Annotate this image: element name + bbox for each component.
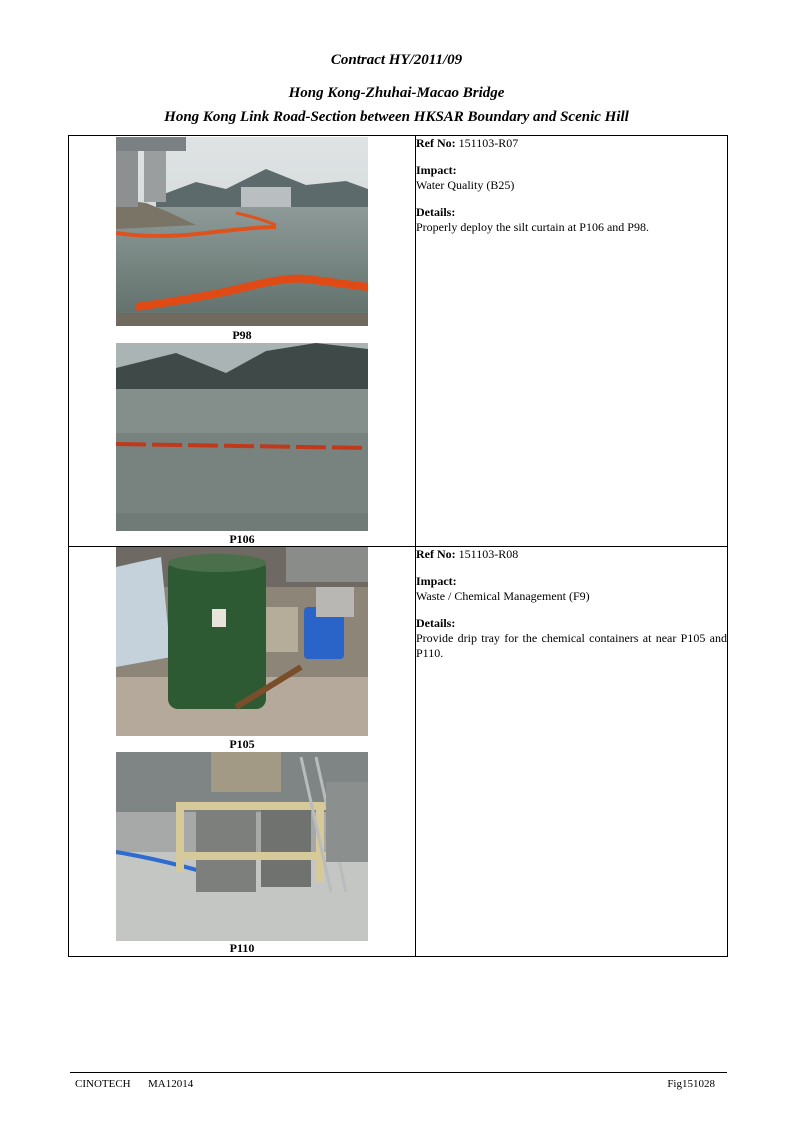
details-value: Properly deploy the silt curtain at P106 and P98. xyxy=(416,220,649,234)
impact-value: Water Quality (B25) xyxy=(416,178,515,192)
ref-number: 151103-R08 xyxy=(458,547,519,561)
ref-label: Ref No: xyxy=(416,136,456,150)
footer-company: CINOTECH xyxy=(75,1078,131,1090)
ref-label: Ref No: xyxy=(416,547,456,561)
details-label: Details: xyxy=(416,205,456,219)
impact-value: Waste / Chemical Management (F9) xyxy=(416,589,590,603)
photo-p106 xyxy=(116,343,368,531)
observation-row xyxy=(69,547,728,957)
photo-caption: P98 xyxy=(232,328,252,342)
photo-p98 xyxy=(116,137,368,326)
details-cell xyxy=(416,547,728,957)
impact-label: Impact: xyxy=(416,574,457,588)
photo-cell xyxy=(69,547,416,957)
photo-cell xyxy=(69,136,416,547)
footer-rule xyxy=(70,1072,727,1073)
footer-doc-code: MA12014 xyxy=(148,1078,194,1090)
impact-label: Impact: xyxy=(416,163,457,177)
photo-caption: P105 xyxy=(229,737,255,751)
details-value: Provide drip tray for the chemical containers at near P105 and P110. xyxy=(416,631,727,660)
photo-caption: P106 xyxy=(229,532,255,546)
contract-title: Contract HY/2011/09 xyxy=(330,52,463,68)
details-label: Details: xyxy=(416,616,456,630)
footer-figure-number: Fig151028 xyxy=(667,1078,715,1090)
project-title: Hong Kong-Zhuhai-Macao Bridge xyxy=(288,85,505,101)
section-title: Hong Kong Link Road-Section between HKSAR Boundary and Scenic Hill xyxy=(164,109,629,125)
photo-caption: P110 xyxy=(229,941,255,955)
ref-number: 151103-R07 xyxy=(458,136,519,150)
photo-p105 xyxy=(116,547,368,736)
observation-row xyxy=(69,136,728,547)
observation-table xyxy=(68,135,728,957)
photo-p110 xyxy=(116,752,368,941)
details-cell xyxy=(416,136,728,547)
